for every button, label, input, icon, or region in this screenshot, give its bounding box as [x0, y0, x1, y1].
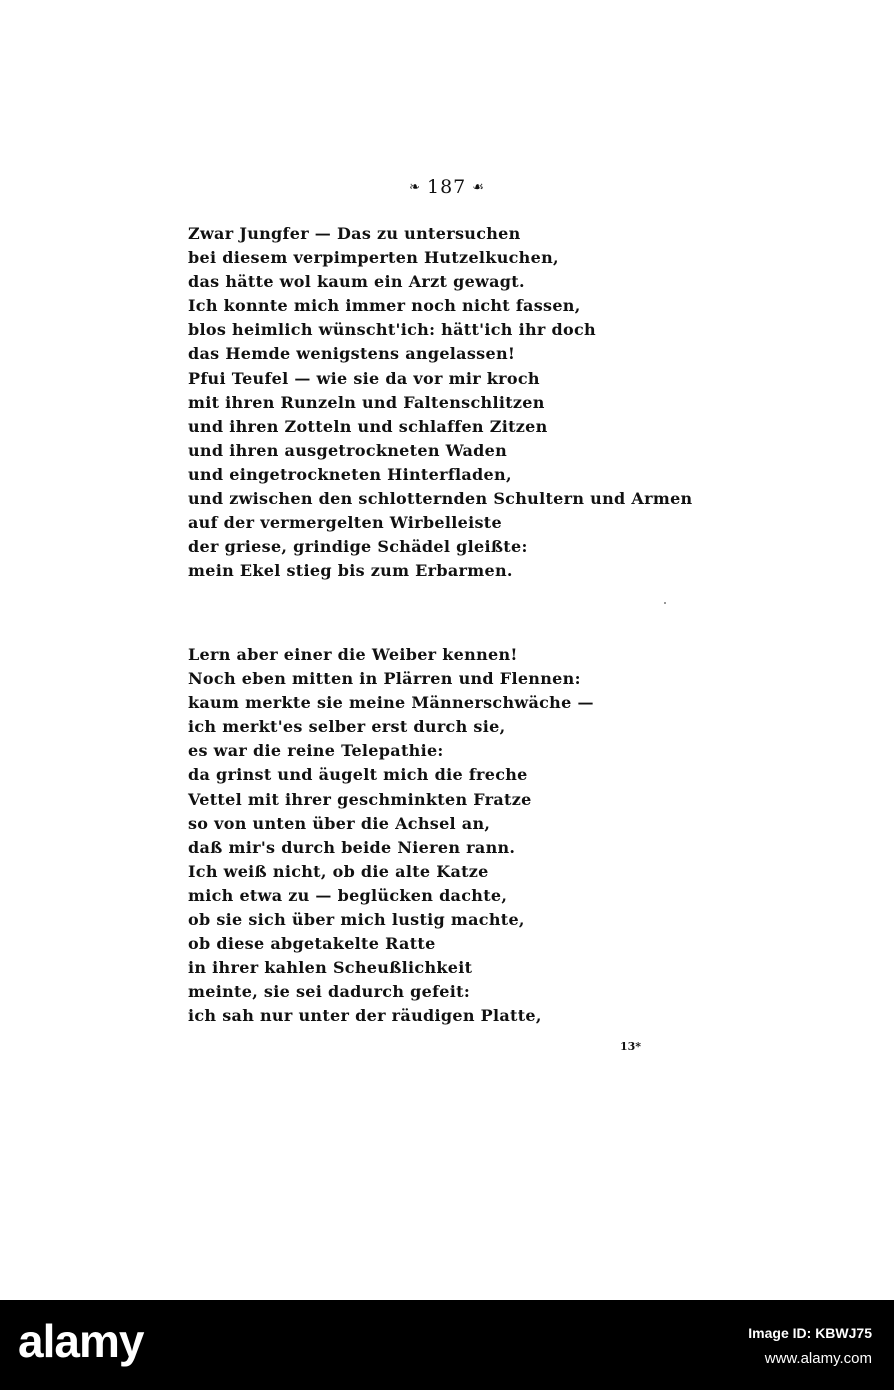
poem-line: mich etwa zu — beglücken dachte, — [188, 885, 508, 905]
poem-line: der griese, grindige Schädel gleißte: — [188, 537, 528, 557]
site-url: www.alamy.com — [764, 1350, 872, 1367]
poem-line: mein Ekel stieg bis zum Erbarmen. — [188, 561, 513, 581]
left-ornament-icon: ❧ — [409, 180, 421, 195]
poem-line: Vettel mit ihrer geschminkten Fratze — [188, 789, 532, 809]
stanza-2 — [188, 643, 594, 1029]
poem-line: es war die reine Telepathie: — [188, 741, 444, 761]
poem-line: in ihrer kahlen Scheußlichkeit — [188, 958, 473, 978]
image-id-label: Image ID: KBWJ75 — [748, 1325, 872, 1341]
poem-line: auf der vermergelten Wirbelleiste — [188, 513, 502, 533]
alamy-logo: alamy — [18, 1315, 144, 1367]
poem-line: ich sah nur unter der räudigen Platte, — [188, 1006, 542, 1026]
poem-line: Ich weiß nicht, ob die alte Katze — [188, 861, 489, 881]
poem-line: und ihren ausgetrockneten Waden — [188, 440, 508, 460]
poem-line: Noch eben mitten in Plärren und Flennen: — [188, 669, 581, 689]
right-ornament-icon: ☙ — [472, 180, 485, 195]
poem-line: Ich konnte mich immer noch nicht fassen, — [188, 296, 581, 316]
stray-mark — [664, 602, 666, 604]
poem-line: Lern aber einer die Weiber kennen! — [188, 645, 518, 664]
stock-footer-banner — [0, 1300, 894, 1390]
poem-line: und eingetrockneten Hinterfladen, — [188, 464, 512, 484]
poem-line: das Hemde wenigstens angelassen! — [188, 344, 516, 364]
poem-line: da grinst und äugelt mich die freche — [188, 765, 528, 785]
poem-line: ich merkt'es selber erst durch sie, — [188, 717, 506, 737]
page-number-header — [0, 176, 894, 198]
poem-line: Zwar Jungfer — Das zu untersuchen — [188, 224, 521, 243]
poem-line: meinte, sie sei dadurch gefeit: — [188, 982, 471, 1002]
printer-signature-mark: 13* — [620, 1040, 642, 1053]
poem-line: ob sie sich über mich lustig machte, — [188, 910, 525, 930]
poem-line: und ihren Zotteln und schlaffen Zitzen — [188, 416, 548, 436]
stanza-1 — [188, 222, 692, 583]
poem-line: daß mir's durch beide Nieren rann. — [188, 837, 516, 857]
poem-line: kaum merkte sie meine Männerschwäche — — [188, 693, 594, 713]
page-number: 187 — [426, 176, 467, 198]
poem-line: mit ihren Runzeln und Faltenschlitzen — [188, 392, 545, 412]
poem-line: und zwischen den schlotternden Schultern und Armen — [188, 489, 693, 509]
poem-line: blos heimlich wünscht'ich: hätt'ich ihr doch — [188, 320, 596, 340]
poem-line: Pfui Teufel — wie sie da vor mir kroch — [188, 368, 540, 388]
poem-line: so von unten über die Achsel an, — [188, 813, 491, 833]
poem-line: ob diese abgetakelte Ratte — [188, 934, 436, 954]
poem-line: das hätte wol kaum ein Arzt gewagt. — [188, 272, 525, 292]
footer-meta — [748, 1320, 872, 1372]
poem-line: bei diesem verpimperten Hutzelkuchen, — [188, 248, 559, 268]
